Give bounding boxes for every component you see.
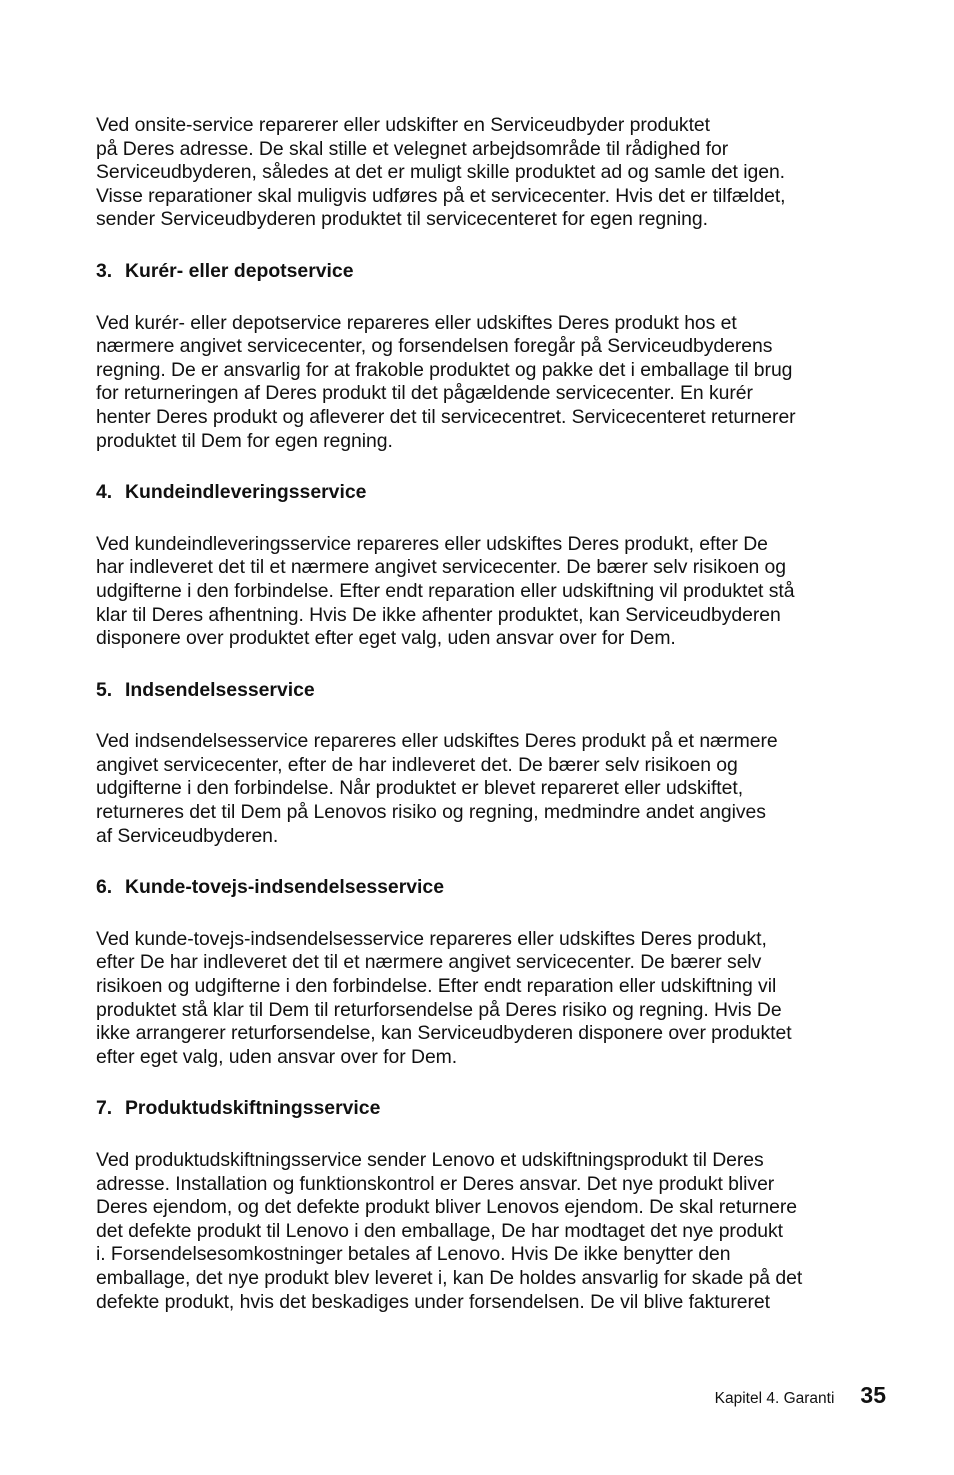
section-body-6: Ved kunde-tovejs-indsendelsesservice repareres eller udskiftes Deres produkt, efter De har indleveret det til et nærmere angivet servicecenter. De bærer selv risikoen og udgifterne i den forbindelse. Efter endt reparation eller udskiftning vil produktet stå klar til Dem til returforsendelse på Deres risiko og regning. Hvis De ikke arrangerer returforsendelse, kan Serviceudbyderen disponere over produktet efter eget valg, uden ansvar over for Dem. (96, 927, 792, 1068)
section-heading-5 (96, 679, 896, 703)
page-content (96, 114, 896, 1314)
section-body-4: Ved kundeindleveringsservice repareres eller udskiftes Deres produkt, efter De har indleveret det til et nærmere angivet servicecenter. De bærer selv risikoen og udgifterne i den forbindelse. Efter endt reparation eller udskiftning vil produktet stå klar til Deres afhentning. Hvis De ikke afhenter produktet, kan Serviceudbyderen disponere over produktet efter eget valg, uden ansvar over for Dem. (96, 532, 795, 650)
section-body-5: Ved indsendelsesservice repareres eller udskiftes Deres produkt på et nærmere angivet servicecenter, efter de har indleveret det. De bærer selv risikoen og udgifterne i den forbindelse. Når produktet er blevet repareret eller udskiftet, returneres det til Dem på Lenovos risiko og regning, medmindre andet angives af Serviceudbyderen. (96, 730, 778, 847)
section-title: Indsendelsesservice (125, 678, 315, 701)
section-title: Kundeindleveringsservice (125, 481, 367, 504)
section-heading-7 (96, 1097, 896, 1121)
section-heading-3 (96, 260, 896, 284)
section-number: 7. (96, 1097, 113, 1120)
section-heading-6 (96, 876, 896, 900)
section-number: 3. (96, 259, 113, 282)
section-number: 4. (96, 481, 113, 504)
section-title: Kunde-tovejs-indsendelsesservice (125, 876, 444, 899)
section-title: Kurér- eller depotservice (125, 259, 354, 282)
intro-paragraph: Ved onsite-service reparerer eller udskifter en Serviceudbyder produktet på Deres adresse. De skal stille et velegnet arbejdsområde til rådighed for Serviceudbyderen, således at det er muligt skille produktet ad og samle det igen. Visse reparationer skal muligvis udføres på et servicecenter. Hvis det er tilfældet, sender Serviceudbyderen produktet til servicecenteret for egen regning. (96, 114, 786, 231)
section-title: Produktudskiftningsservice (125, 1097, 381, 1120)
section-number: 5. (96, 678, 113, 701)
section-body-7: Ved produktudskiftningsservice sender Lenovo et udskiftningsprodukt til Deres adresse. Installation og funktionskontrol er Deres ansvar. Det nye produkt bliver Deres ejendom, og det defekte produkt bliver Lenovos ejendom. De skal returnere det defekte produkt til Lenovo i den emballage, De har modtaget det nye produkt i. Forsendelsesomkostninger betales af Lenovo. Hvis De ikke benytter den emballage, det nye produkt blev leveret i, kan De holdes ansvarlig for skade på det defekte produkt, hvis det beskadiges under forsendelsen. De vil blive faktureret (96, 1149, 803, 1313)
section-number: 6. (96, 876, 113, 899)
section-body-3: Ved kurér- eller depotservice repareres eller udskiftes Deres produkt hos et nærmere angivet servicecenter, og forsendelsen foregår på Serviceudbyderens regning. De er ansvarlig for at frakoble produktet og pakke det i emballage til brug for returneringen af Deres produkt til det pågældende servicecenter. En kurér henter Deres produkt og afleverer det til servicecentret. Servicecenteret returnerer produktet til Dem for egen regning. (96, 311, 796, 452)
page-number: 35 (860, 1382, 886, 1408)
footer-chapter: Kapitel 4. Garanti (714, 1390, 835, 1407)
page-footer (715, 1382, 886, 1409)
section-heading-4 (96, 481, 896, 505)
